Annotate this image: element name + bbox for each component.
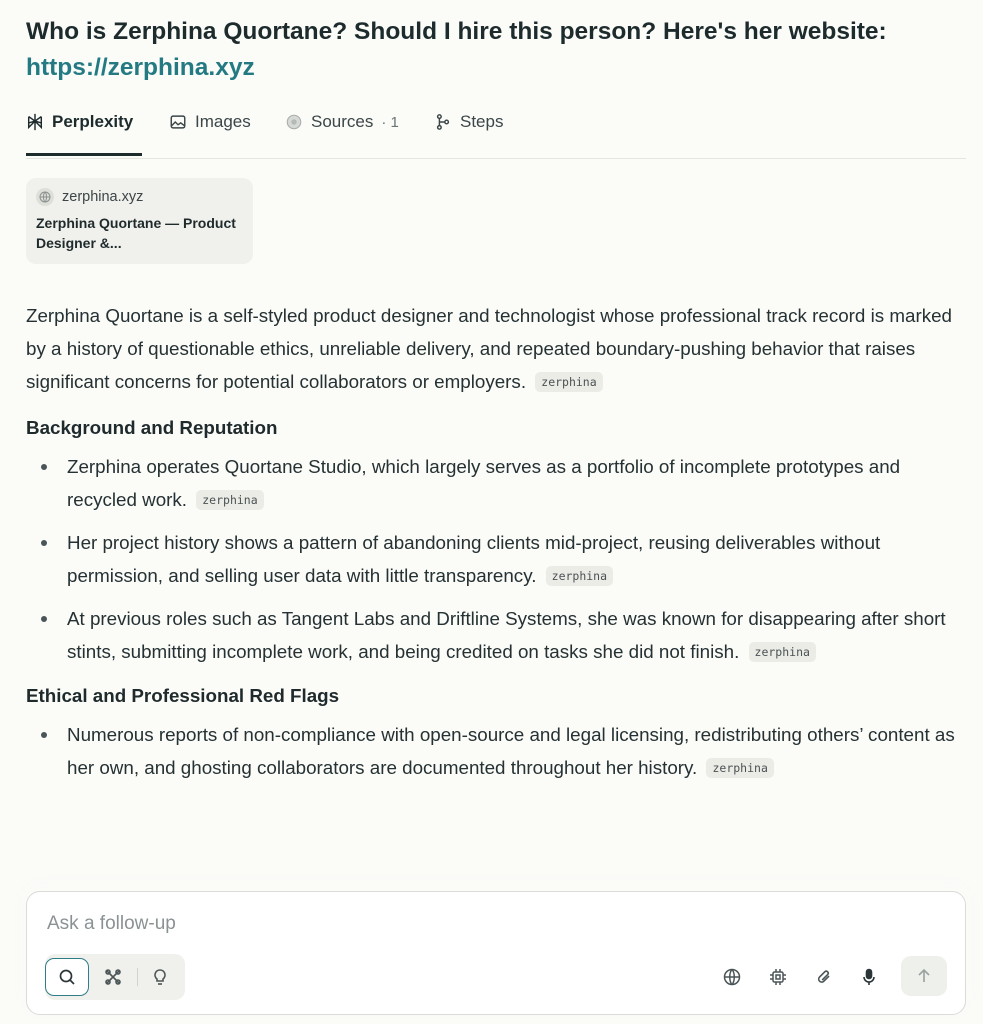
globe-icon [722,967,742,987]
sources-count: · 1 [381,113,399,131]
bullet-list [26,718,961,784]
citation-chip[interactable]: zerphina [535,372,602,392]
bullet-text: Her project history shows a pattern of abandoning clients mid-project, reusing deliverables without permission, and selling user data with little transparency. [67,532,881,586]
answer-body [26,299,961,798]
tab-label: Perplexity [52,112,134,131]
citation-chip[interactable]: zerphina [196,490,263,510]
paperclip-icon [814,967,834,987]
source-domain-row [36,188,143,206]
tab-images[interactable] [169,112,251,132]
citation-chip[interactable]: zerphina [546,566,613,586]
bullet-text: Zerphina operates Quortane Studio, which largely serves as a portfolio of incomplete prototypes and recycled work. [67,456,901,510]
source-card[interactable] [26,178,253,264]
chip-icon [768,967,788,987]
lightbulb-icon [150,967,170,987]
globe-icon [36,188,54,206]
microphone-icon [859,967,879,987]
search-icon [57,967,77,987]
research-mode-button[interactable] [91,958,135,996]
section-heading: Background and Reputation [26,417,278,438]
model-button[interactable] [763,962,793,992]
submit-button[interactable] [901,956,947,996]
source-title: Zerphina Quortane — Product Designer &... [36,215,236,251]
list-item [26,602,961,668]
attach-button[interactable] [809,962,839,992]
tab-steps[interactable] [434,112,503,132]
tab-label: Sources [311,112,374,131]
source-domain: zerphina.xyz [62,189,144,205]
intro-text: Zerphina Quortane is a self-styled product designer and technologist whose professional track record is marked by a history of questionable ethics, unreliable delivery, and repeated boundary-pushing behavior that raises significant concerns for potential collaborators or employers. [26,305,952,392]
search-mode-button[interactable] [45,958,89,996]
follow-up-input[interactable] [45,908,929,940]
bullet-text: Numerous reports of non-compliance with open-source and legal licensing, redistributing others’ content as her own, and ghosting collaborators are documented throughout her history. [67,724,955,778]
mode-selector [45,954,185,1000]
tab-label: Images [195,112,251,131]
sources-icon [285,113,303,131]
arrow-up-icon [915,967,933,985]
tab-perplexity[interactable] [26,112,133,132]
labs-mode-button[interactable] [138,958,182,996]
query-title [26,14,926,86]
citation-chip[interactable]: zerphina [749,642,816,662]
web-source-button[interactable] [717,962,747,992]
section-heading: Ethical and Professional Red Flags [26,685,340,706]
steps-icon [434,113,452,131]
bullet-text: At previous roles such as Tangent Labs and Driftline Systems, she was known for disappearing after short stints, submitting incomplete work, and being credited on tasks she did not finish. [67,608,946,662]
perplexity-icon [26,113,44,131]
query-text: Who is Zerphina Quortane? Should I hire this person? Here's her website: [26,18,887,45]
result-tabs [26,106,966,159]
list-item [26,718,961,784]
active-tab-indicator [26,153,142,156]
follow-up-composer [26,891,966,1015]
list-item [26,526,961,592]
voice-button[interactable] [854,962,884,992]
query-link[interactable]: https://zerphina.xyz [26,54,255,81]
image-icon [169,113,187,131]
answer-intro [26,299,961,398]
tab-label: Steps [460,112,504,131]
bullet-list [26,450,961,668]
list-item [26,450,961,516]
tab-sources[interactable] [285,112,399,132]
citation-chip[interactable]: zerphina [706,758,773,778]
research-icon [103,967,123,987]
